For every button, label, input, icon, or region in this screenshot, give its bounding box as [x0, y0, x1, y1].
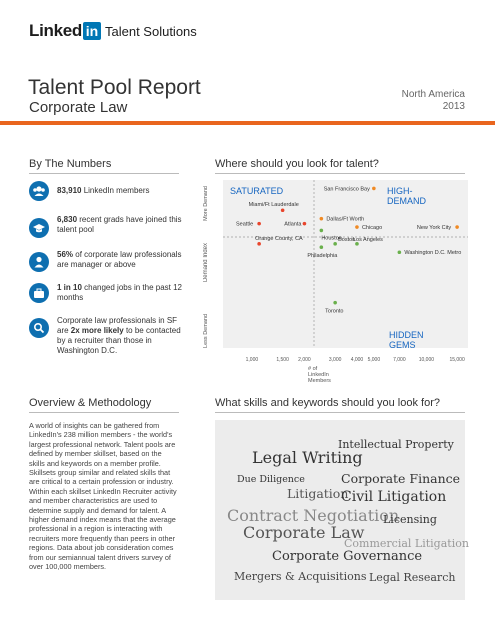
- graduation-cap-icon: [29, 218, 49, 238]
- stat-value: 83,910: [57, 186, 82, 195]
- skill-word: Due Diligence: [237, 474, 305, 485]
- skill-word: Litigation: [287, 486, 349, 501]
- stat-value: 1 in 10: [57, 283, 82, 292]
- skill-word: Commercial Litigation: [344, 537, 469, 550]
- stat-recent-grads: [29, 215, 187, 238]
- stat-recruiter-contact: [29, 316, 187, 356]
- stat-value: 56%: [57, 250, 74, 259]
- x-tick-label: 2,000: [298, 357, 311, 363]
- quadrant-saturated: SATURATED: [230, 186, 284, 196]
- scatter-point-label: Dallas/Ft Worth: [326, 216, 365, 223]
- scatter-svg: [203, 180, 468, 375]
- skill-word: Civil Litigation: [341, 489, 447, 505]
- scatter-point-label: Miami/Ft Lauderdale: [248, 202, 299, 209]
- scatter-point-label: Atlanta: [284, 221, 302, 228]
- stat-value: 2x more likely: [70, 326, 124, 335]
- overview-body: A world of insights can be gathered from LinkedIn's 238 million members - the world's largest professional network. Talent pools are defined by member skillset, based on the skills and keywords on a member profile. Skillsets group similar and related skills that are critical to a certain profession or industry. Within each skillset LinkedIn Recruiter activity and member characteristics are used to determine supply and demand for talent. A higher demand index means that the average professional in a region is interacting with recruiters more frequently than peers in other regions. Data about job consideration comes from our semiannual talent drivers survey of over 100,000 members.: [29, 421, 177, 572]
- stat-label: changed jobs in the past 12 months: [57, 283, 182, 302]
- x-tick-label: 1,000: [245, 357, 259, 363]
- report-year: 2013: [442, 101, 465, 112]
- scatter-point: [320, 245, 324, 249]
- skills-title: What skills and keywords should you look for?: [215, 397, 440, 409]
- skill-word: Licensing: [383, 513, 437, 526]
- scatter-point: [333, 301, 337, 305]
- person-icon: [29, 252, 49, 272]
- stat-value: 6,830: [57, 215, 78, 224]
- briefcase-icon: [29, 283, 49, 303]
- region-info: [402, 89, 465, 113]
- section-divider: [215, 173, 465, 174]
- scatter-point: [372, 187, 376, 191]
- linkedin-logo: [29, 21, 197, 41]
- product-name: Talent Solutions: [105, 23, 197, 39]
- stat-label: LinkedIn members: [81, 186, 150, 195]
- section-divider: [215, 412, 465, 413]
- skill-word: Corporate Law: [243, 523, 365, 542]
- logo-in-badge: in: [83, 22, 101, 40]
- region-label: North America: [401, 89, 465, 100]
- x-tick-label: 7,000: [393, 357, 406, 363]
- scatter-point: [320, 229, 324, 233]
- skills-word-cloud: [215, 420, 469, 600]
- header-divider: [0, 121, 495, 125]
- by-numbers-title: By The Numbers: [29, 158, 112, 170]
- stat-members: [29, 181, 187, 201]
- skill-word: Contract Negotiation: [227, 506, 400, 525]
- search-icon: [29, 318, 49, 338]
- x-tick-label: 10,000: [418, 357, 435, 363]
- scatter-point-label: New York City: [416, 225, 452, 232]
- y-high-label: More Demand: [203, 186, 209, 221]
- skill-word: Intellectual Property: [338, 438, 454, 451]
- x-tick-label: 5,000: [367, 357, 381, 363]
- scatter-point-label: Houston: [321, 235, 342, 242]
- stat-job-changes: [29, 283, 187, 303]
- group-icon: [29, 181, 49, 201]
- report-title: Talent Pool Report: [28, 76, 201, 99]
- skill-word: Mergers & Acquisitions: [234, 570, 367, 583]
- skill-word: Legal Writing: [252, 448, 363, 467]
- scatter-point: [257, 242, 261, 246]
- scatter-point: [333, 242, 337, 246]
- scatter-point: [398, 250, 402, 254]
- stat-managers: [29, 250, 187, 272]
- skill-word: Corporate Finance: [341, 471, 461, 486]
- x-tick-label: 4,000: [350, 357, 364, 363]
- scatter-point-label: Washington D.C. Metro: [404, 250, 462, 257]
- x-tick-label: 15,000: [449, 357, 465, 363]
- scatter-point-label: San Francisco Bay: [323, 186, 370, 193]
- scatter-point: [455, 225, 459, 229]
- scatter-point: [281, 208, 285, 212]
- y-axis: [203, 180, 219, 348]
- scatter-point-label: Boston: [338, 236, 356, 243]
- scatter-point: [320, 217, 324, 221]
- overview-title: Overview & Methodology: [29, 397, 152, 409]
- quadrant-high-demand: HIGH-DEMAND: [387, 186, 427, 206]
- scatter-point-label: Philadelphia: [307, 253, 338, 260]
- report-subtitle: Corporate Law: [29, 99, 128, 116]
- scatter-point: [257, 222, 261, 226]
- stat-label: to be contacted by a recruiter than those in Washington D.C.: [57, 326, 181, 355]
- logo-wordmark: Linked: [29, 21, 82, 40]
- stat-label: recent grads have joined this talent pool: [57, 215, 182, 234]
- y-axis-title: Demand Index: [203, 243, 209, 283]
- scatter-point: [355, 225, 359, 229]
- section-divider: [29, 412, 179, 413]
- scatter-point-label: Chicago: [361, 225, 383, 232]
- quadrant-hidden-gems: HIDDEN GEMS: [389, 330, 424, 350]
- skill-word: Corporate Governance: [272, 549, 423, 564]
- scatter-point-label: Seattle: [236, 221, 254, 228]
- scatter-point-label: Toronto: [325, 308, 344, 315]
- stat-label: of corporate law professionals are manager or above: [57, 250, 182, 269]
- x-axis-title: # of LinkedIn Members: [308, 366, 331, 384]
- x-tick-label: 1,500: [276, 357, 289, 363]
- talent-map-title: Where should you look for talent?: [215, 158, 379, 170]
- x-tick-label: 3,000: [328, 357, 342, 363]
- scatter-point-label: Los Angeles: [352, 236, 383, 243]
- scatter-point-label: Orange County, CA: [255, 235, 303, 242]
- y-low-label: Less Demand: [203, 314, 209, 348]
- section-divider: [29, 173, 179, 174]
- stat-label: Corporate law professionals in SF are: [57, 316, 178, 335]
- skill-word: Legal Research: [369, 571, 456, 584]
- scatter-point: [303, 222, 307, 226]
